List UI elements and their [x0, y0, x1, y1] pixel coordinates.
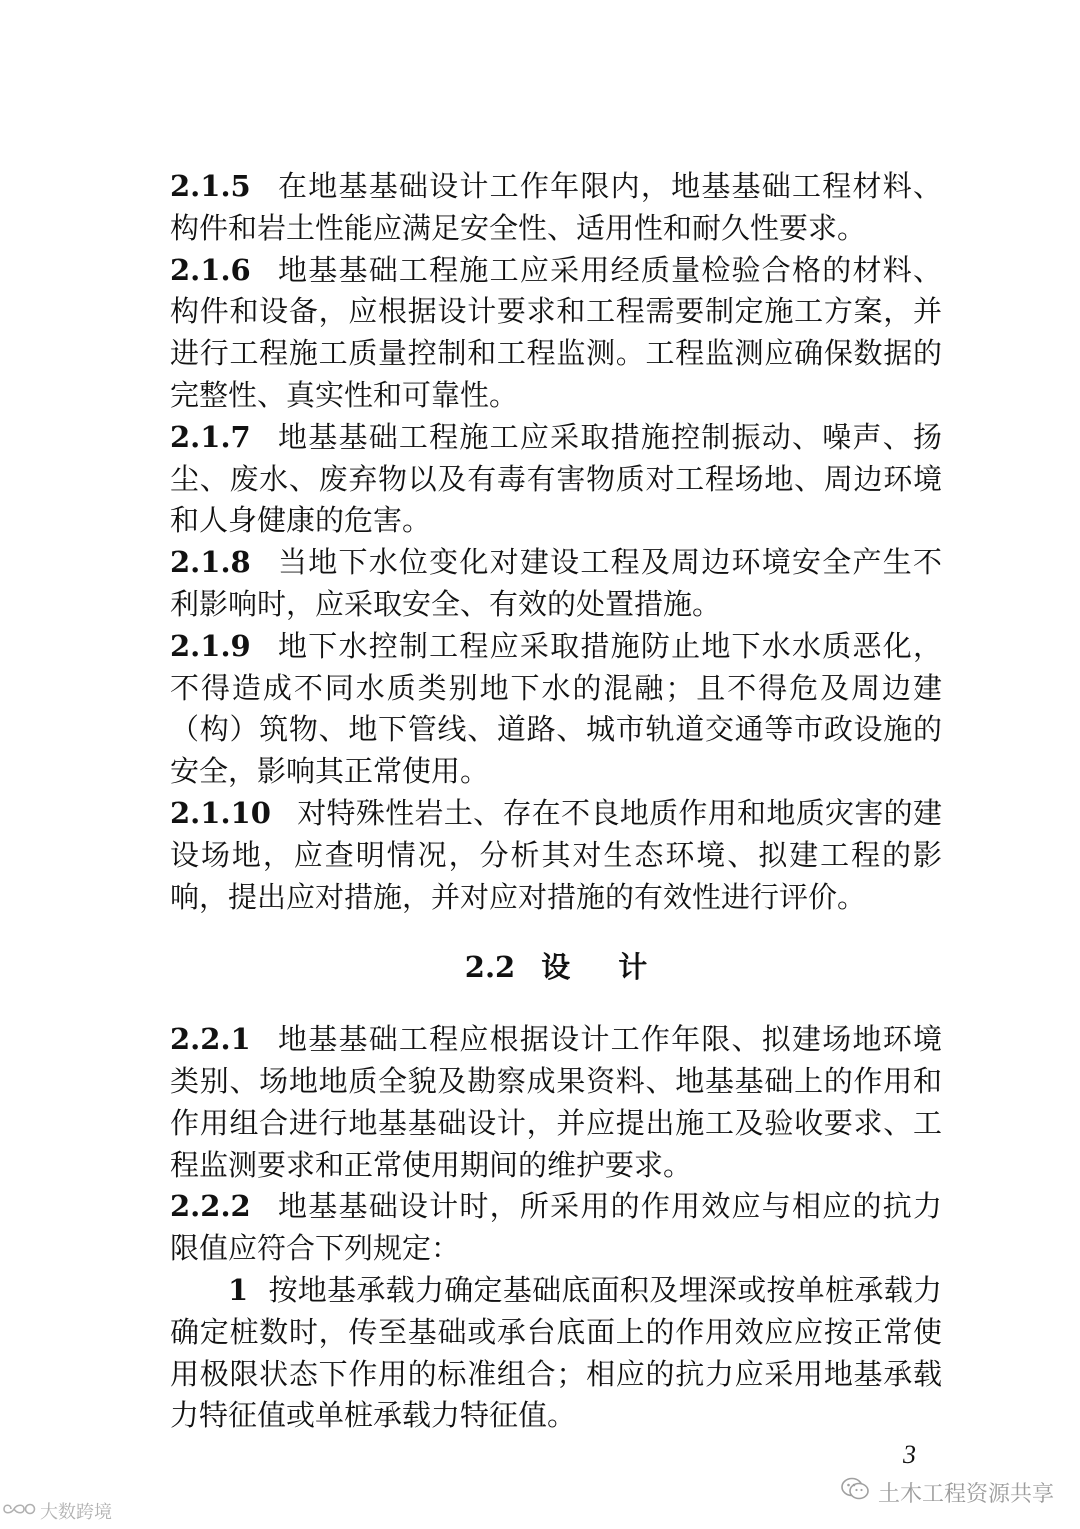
wechat-icon [840, 1476, 870, 1508]
section-number: 2.2 [464, 950, 516, 985]
clause-number: 2.1.5 [170, 169, 251, 203]
section-heading [170, 947, 942, 989]
clause-text: 地基基础工程施工应采用经质量检验合格的材料、构件和设备，应根据设计要求和工程需要制定施工方案，并进行工程施工质量控制和工程监测。工程监测应确保数据的完整性、真实性和可靠性。 [170, 252, 942, 412]
list-item [170, 1270, 942, 1437]
item-number: 1 [228, 1272, 249, 1307]
clause-number: 2.1.10 [170, 795, 271, 830]
watermark-left-text: 大数跨境 [40, 1502, 112, 1523]
watermark-right-text: 土木工程资源共享 [877, 1481, 1054, 1507]
clause-2-1-10 [170, 793, 942, 918]
clause-text: 对特殊性岩土、存在不良地质作用和地质灾害的建设场地，应查明情况，分析其对生态环境、拟建工程的影响，提出应对措施，并对应对措施的有效性进行评价。 [170, 795, 942, 914]
clause-text: 地基基础设计时，所采用的作用效应与相应的抗力限值应符合下列规定： [170, 1189, 942, 1266]
clause-number: 2.1.9 [170, 628, 251, 663]
clause-number: 2.1.7 [170, 419, 251, 454]
clause-number: 2.2.1 [170, 1022, 251, 1057]
clause-2-1-8 [170, 542, 942, 626]
infinity-logo-icon [2, 1500, 36, 1523]
clause-2-1-5 [170, 166, 942, 250]
main-text [170, 166, 942, 1437]
clause-number: 2.2.2 [170, 1189, 251, 1224]
watermark-left [2, 1498, 112, 1524]
clause-2-1-6 [170, 250, 942, 417]
clause-number: 2.1.6 [170, 252, 251, 287]
page-number: 3 [903, 1440, 916, 1469]
clause-text: 在地基基础设计工作年限内，地基基础工程材料、构件和岩土性能应满足安全性、适用性和耐久性要求。 [170, 169, 942, 245]
clause-text: 当地下水位变化对建设工程及周边环境安全产生不利影响时，应采取安全、有效的处置措施。 [170, 545, 942, 621]
section-title: 设计 [541, 950, 696, 985]
clause-text: 地基基础工程应根据设计工作年限、拟建场地环境类别、场地地质全貌及勘察成果资料、地基基础上的作用和作用组合进行地基基础设计，并应提出施工及验收要求、工程监测要求和正常使用期间的维护要求。 [170, 1022, 942, 1182]
clause-2-1-7 [170, 417, 942, 542]
item-text: 按地基承载力确定基础底面积及埋深或按单桩承载力确定桩数时，传至基础或承台底面上的作用效应应按正常使用极限状态下作用的标准组合；相应的抗力应采用地基承载力特征值或单桩承载力特征值。 [170, 1272, 942, 1433]
clause-2-2-2 [170, 1186, 942, 1270]
watermark-right [840, 1476, 1054, 1508]
clause-text: 地基基础工程施工应采取措施控制振动、噪声、扬尘、废水、废弃物以及有毒有害物质对工程场地、周边环境和人身健康的危害。 [170, 419, 942, 538]
clause-2-2-1 [170, 1019, 942, 1186]
clause-text: 地下水控制工程应采取措施防止地下水水质恶化，不得造成不同水质类别地下水的混融；且不得危及周边建（构）筑物、地下管线、道路、城市轨道交通等市政设施的安全，影响其正常使用。 [170, 628, 942, 789]
clause-number: 2.1.8 [170, 545, 251, 580]
clause-2-1-9 [170, 626, 942, 793]
